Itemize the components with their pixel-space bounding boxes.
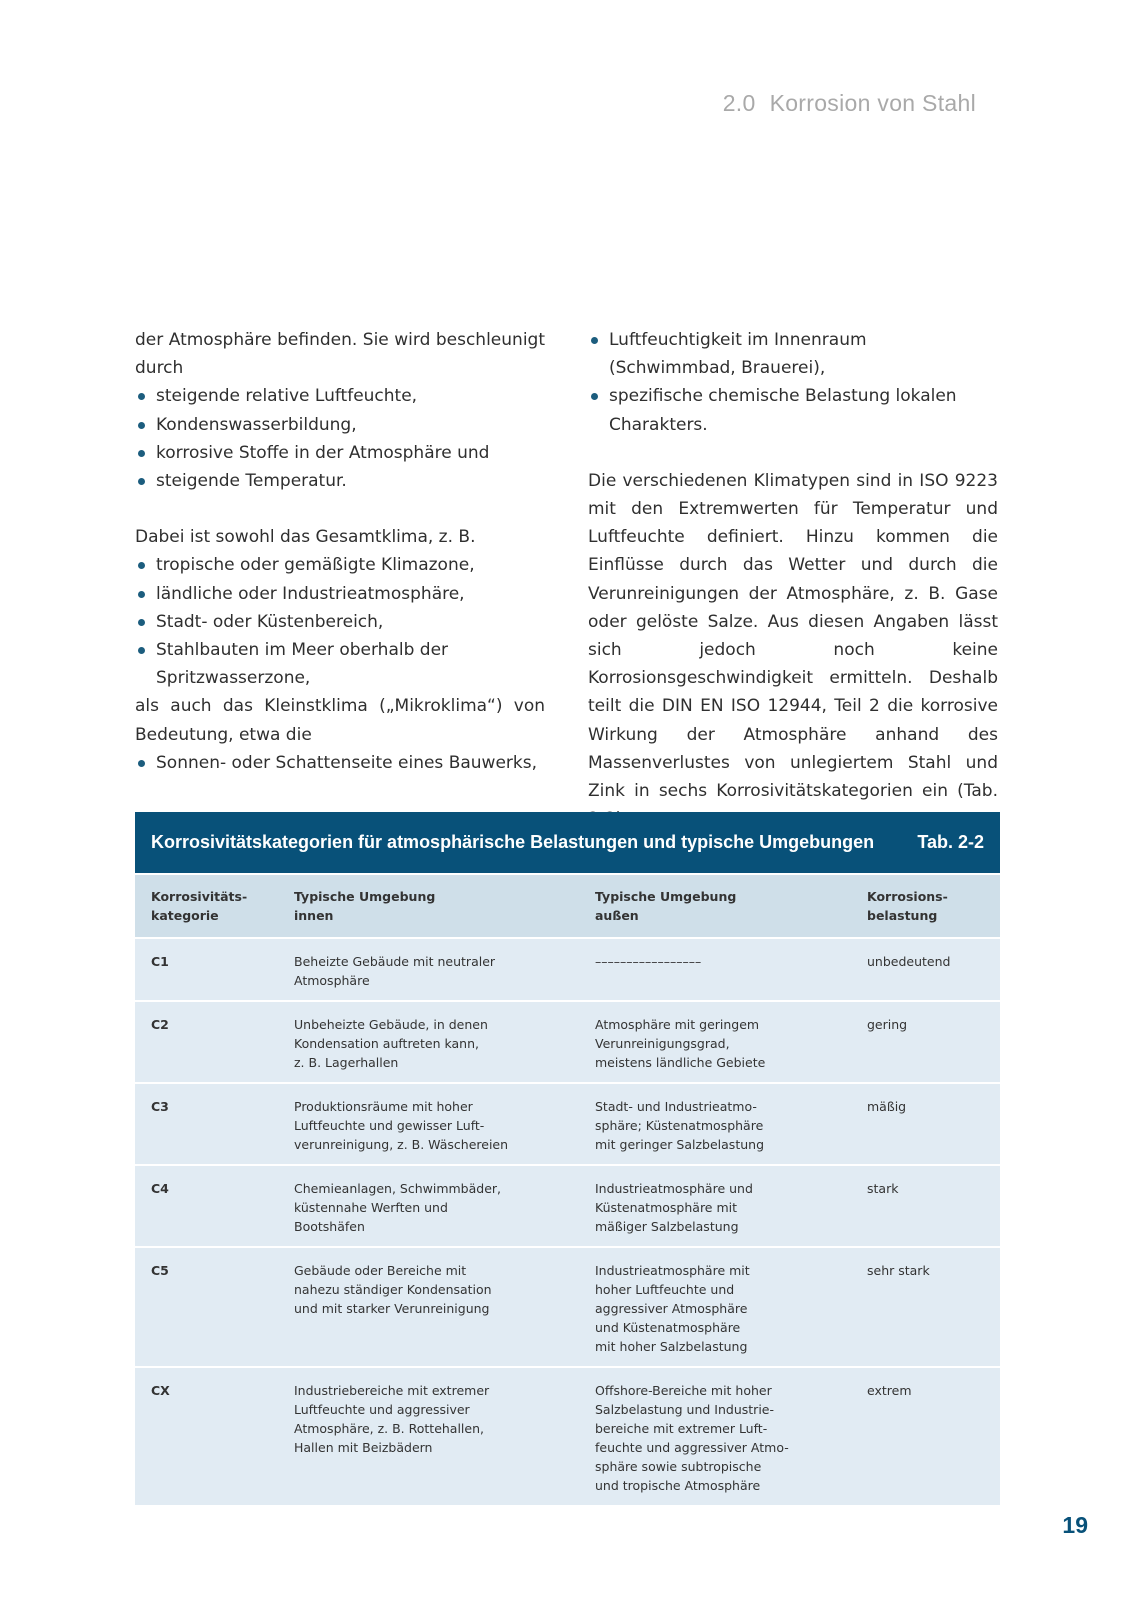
cell-load: unbedeutend xyxy=(851,938,1000,1001)
cell-outside: Atmosphäre mit geringem Verunreinigungsgrad, meistens ländliche Gebiete xyxy=(579,1001,851,1083)
accelerator-list xyxy=(135,382,545,495)
bullet-icon xyxy=(591,337,598,344)
list-item: ländliche oder Industrieatmosphäre, xyxy=(135,580,545,608)
bullet-icon xyxy=(138,422,145,429)
list-item: steigende relative Luftfeuchte, xyxy=(135,382,545,410)
list-item: Kondenswasserbildung, xyxy=(135,411,545,439)
table-header-row xyxy=(135,874,1000,938)
table-label: Tab. 2-2 xyxy=(917,832,984,852)
left-column xyxy=(135,326,545,777)
bullet-icon xyxy=(138,478,145,485)
header-outside: Typische Umgebung außen xyxy=(579,874,851,938)
micro-intro: als auch das Kleinstklima („Mikroklima“) von Bedeutung, etwa die xyxy=(135,696,545,745)
header-load: Korrosions- belastung xyxy=(851,874,1000,938)
cell-inside: Gebäude oder Bereiche mit nahezu ständiger Kondensation und mit starker Verunreinigung xyxy=(278,1247,579,1367)
table-row xyxy=(135,1001,1000,1083)
cell-inside: Unbeheizte Gebäude, in denen Kondensation auftreten kann, z. B. Lagerhallen xyxy=(278,1001,579,1083)
cell-category: C5 xyxy=(135,1247,278,1367)
corrosivity-table xyxy=(135,812,1000,1505)
cell-load: gering xyxy=(851,1001,1000,1083)
list-item: Luftfeuchtigkeit im Innenraum (Schwimmbad, Brauerei), xyxy=(588,326,998,382)
table-row xyxy=(135,1083,1000,1165)
micro-list-left xyxy=(135,749,545,777)
list-item: Sonnen- oder Schattenseite eines Bauwerks, xyxy=(135,749,545,777)
bullet-icon xyxy=(591,393,598,400)
micro-list-right xyxy=(588,326,998,439)
bullet-icon xyxy=(138,393,145,400)
cell-category: C1 xyxy=(135,938,278,1001)
header-category: Korrosivitäts- kategorie xyxy=(135,874,278,938)
list-item: steigende Temperatur. xyxy=(135,467,545,495)
cell-category: C2 xyxy=(135,1001,278,1083)
page-number: 19 xyxy=(1062,1512,1088,1538)
cell-load: sehr stark xyxy=(851,1247,1000,1367)
list-item: tropische oder gemäßigte Klimazone, xyxy=(135,551,545,579)
cell-outside: Industrieatmosphäre mit hoher Luftfeuchte und aggressiver Atmosphäre und Küstenatmosphäre mit hoher Salzbelastung xyxy=(579,1247,851,1367)
list-item: korrosive Stoffe in der Atmosphäre und xyxy=(135,439,545,467)
cell-load: stark xyxy=(851,1165,1000,1247)
table-title-bar xyxy=(135,812,1000,873)
cell-outside: Stadt- und Industrieatmo- sphäre; Küstenatmosphäre mit geringer Salzbelastung xyxy=(579,1083,851,1165)
list-item: Stahlbauten im Meer oberhalb der Spritzwasserzone, xyxy=(135,636,545,692)
section-number: 2.0 xyxy=(722,90,756,116)
cell-category: C4 xyxy=(135,1165,278,1247)
header-inside: Typische Umgebung innen xyxy=(278,874,579,938)
bullet-icon xyxy=(138,760,145,767)
section-title: Korrosion von Stahl xyxy=(769,90,976,116)
table-row xyxy=(135,1247,1000,1367)
cell-outside: Offshore-Bereiche mit hoher Salzbelastung und Industrie- bereiche mit extremer Luft- feuchte und aggressiver Atmo- sphäre sowie subtropische und tropische Atmosphäre xyxy=(579,1367,851,1505)
list-item: spezifische chemische Belastung lokalen Charakters. xyxy=(588,382,998,438)
climate-intro: Dabei ist sowohl das Gesamtklima, z. B. xyxy=(135,527,476,548)
list-item: Stadt- oder Küstenbereich, xyxy=(135,608,545,636)
bullet-icon xyxy=(138,562,145,569)
intro-paragraph: der Atmosphäre befinden. Sie wird beschleunigt durch xyxy=(135,330,545,379)
bullet-icon xyxy=(138,619,145,626)
cell-outside: Industrieatmosphäre und Küstenatmosphäre mit mäßiger Salzbelastung xyxy=(579,1165,851,1247)
cell-load: extrem xyxy=(851,1367,1000,1505)
bullet-icon xyxy=(138,591,145,598)
cell-inside: Chemieanlagen, Schwimmbäder, küstennahe Werften und Bootshäfen xyxy=(278,1165,579,1247)
table-row xyxy=(135,1367,1000,1505)
cell-inside: Beheizte Gebäude mit neutraler Atmosphäre xyxy=(278,938,579,1001)
climate-list xyxy=(135,551,545,692)
cell-inside: Produktionsräume mit hoher Luftfeuchte und gewisser Luft- verunreinigung, z. B. Wäschereien xyxy=(278,1083,579,1165)
cell-load: mäßig xyxy=(851,1083,1000,1165)
section-header xyxy=(723,90,976,117)
bullet-icon xyxy=(138,450,145,457)
right-column xyxy=(588,326,998,833)
cell-category: C3 xyxy=(135,1083,278,1165)
cell-category: CX xyxy=(135,1367,278,1505)
table-row xyxy=(135,1165,1000,1247)
table-row xyxy=(135,938,1000,1001)
table-title: Korrosivitätskategorien für atmosphärische Belastungen und typische Umgebungen xyxy=(151,832,875,852)
bullet-icon xyxy=(138,647,145,654)
cell-outside: ––––––––––––––––– xyxy=(579,938,851,1001)
cell-inside: Industriebereiche mit extremer Luftfeuchte und aggressiver Atmosphäre, z. B. Rottehallen, Hallen mit Beizbädern xyxy=(278,1367,579,1505)
climate-paragraph: Die verschiedenen Klimatypen sind in ISO 9223 mit den Extremwerten für Temperatur und Luftfeuchte definiert. Hinzu kommen die Einflüsse durch das Wetter und durch die Verunreinigungen der Atmosphäre, z. B. Gase oder gelöste Salze. Aus diesen Angaben lässt sich jedoch noch keine Korrosionsgeschwindigkeit ermitteln. Deshalb teilt die DIN EN ISO 12944, Teil 2 die korrosive Wirkung der Atmosphäre anhand des Massenverlustes von unlegiertem Stahl und Zink in sechs Korrosivitätskategorien ein (Tab. xyxy=(588,470,998,802)
